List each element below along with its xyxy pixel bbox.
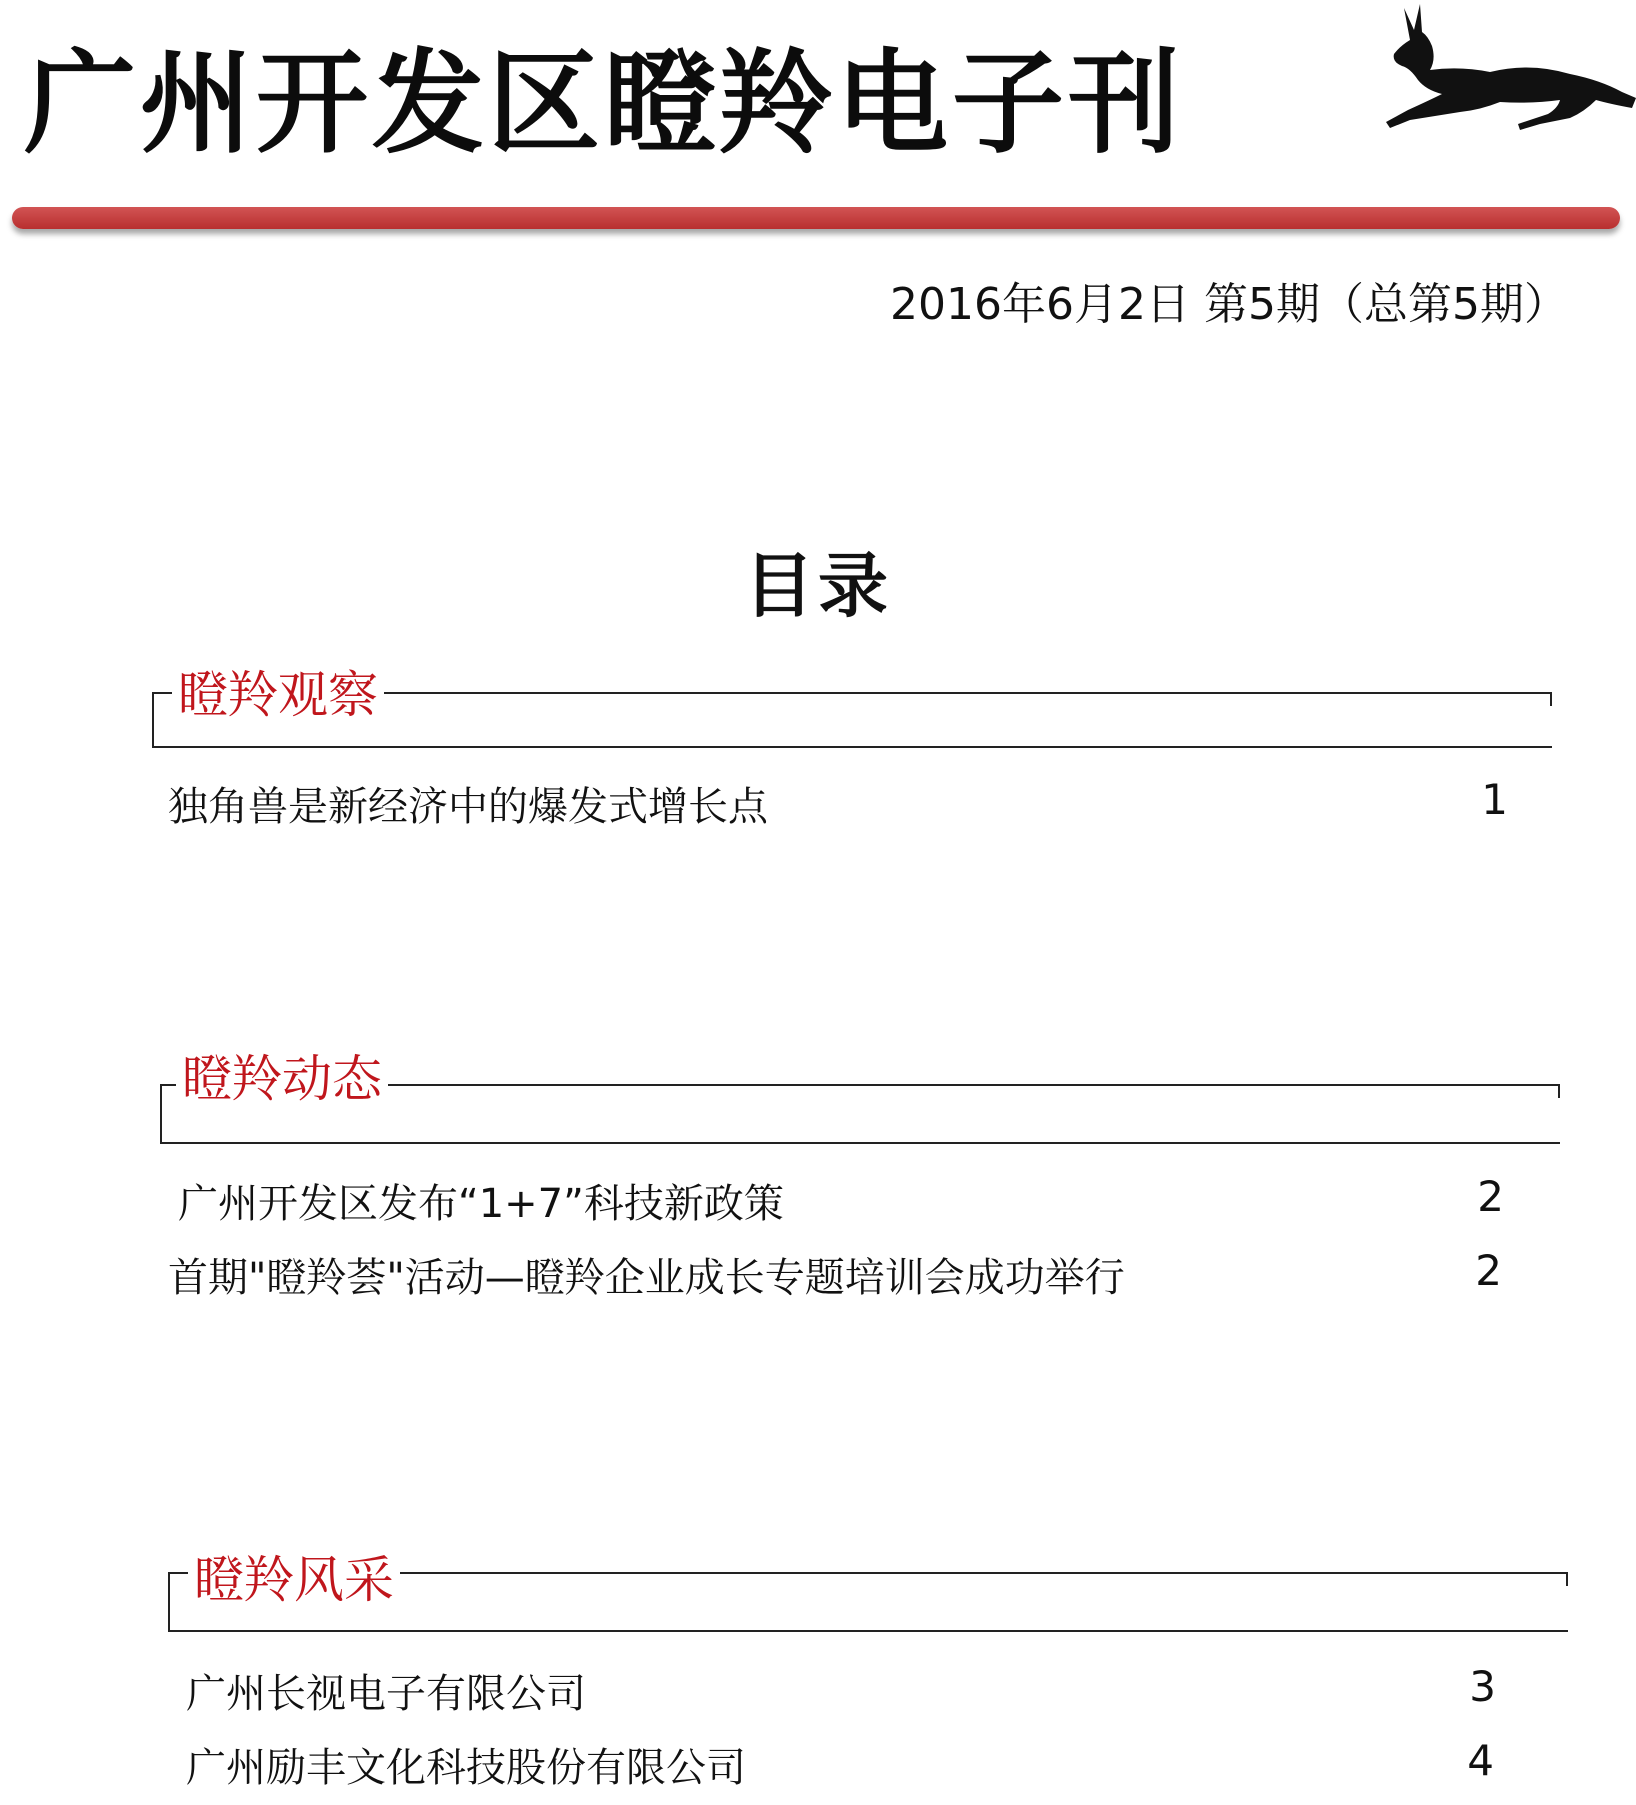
issue-date-line: 2016年6月2日 第5期（总第5期） bbox=[890, 279, 1568, 330]
section-frame-tab bbox=[1490, 1084, 1560, 1098]
toc-page-number: 1 bbox=[1481, 775, 1508, 824]
toc-entry[interactable]: 广州励丰文化科技股份有限公司 bbox=[186, 1745, 746, 1791]
section-title-observe: 瞪羚观察 bbox=[172, 668, 384, 723]
antelope-icon bbox=[1370, 0, 1636, 150]
section-title-news: 瞪羚动态 bbox=[176, 1052, 388, 1107]
toc-page-number: 3 bbox=[1469, 1662, 1496, 1711]
toc-entry[interactable]: 广州开发区发布“1+7”科技新政策 bbox=[178, 1181, 784, 1227]
section-frame-tab bbox=[1482, 692, 1552, 706]
toc-heading: 目录 bbox=[744, 545, 892, 627]
toc-page-number: 2 bbox=[1477, 1172, 1504, 1221]
masthead-divider bbox=[12, 207, 1620, 229]
section-title-showcase: 瞪羚风采 bbox=[188, 1553, 400, 1608]
section-frame-tab bbox=[1498, 1572, 1568, 1586]
toc-page-number: 2 bbox=[1475, 1246, 1502, 1295]
toc-entry[interactable]: 首期"瞪羚荟"活动—瞪羚企业成长专题培训会成功举行 bbox=[168, 1255, 1125, 1301]
masthead-title: 广州开发区瞪羚电子刊 bbox=[24, 38, 1184, 169]
toc-entry[interactable]: 独角兽是新经济中的爆发式增长点 bbox=[168, 784, 768, 830]
toc-entry[interactable]: 广州长视电子有限公司 bbox=[186, 1671, 586, 1717]
toc-page-number: 4 bbox=[1467, 1736, 1494, 1785]
